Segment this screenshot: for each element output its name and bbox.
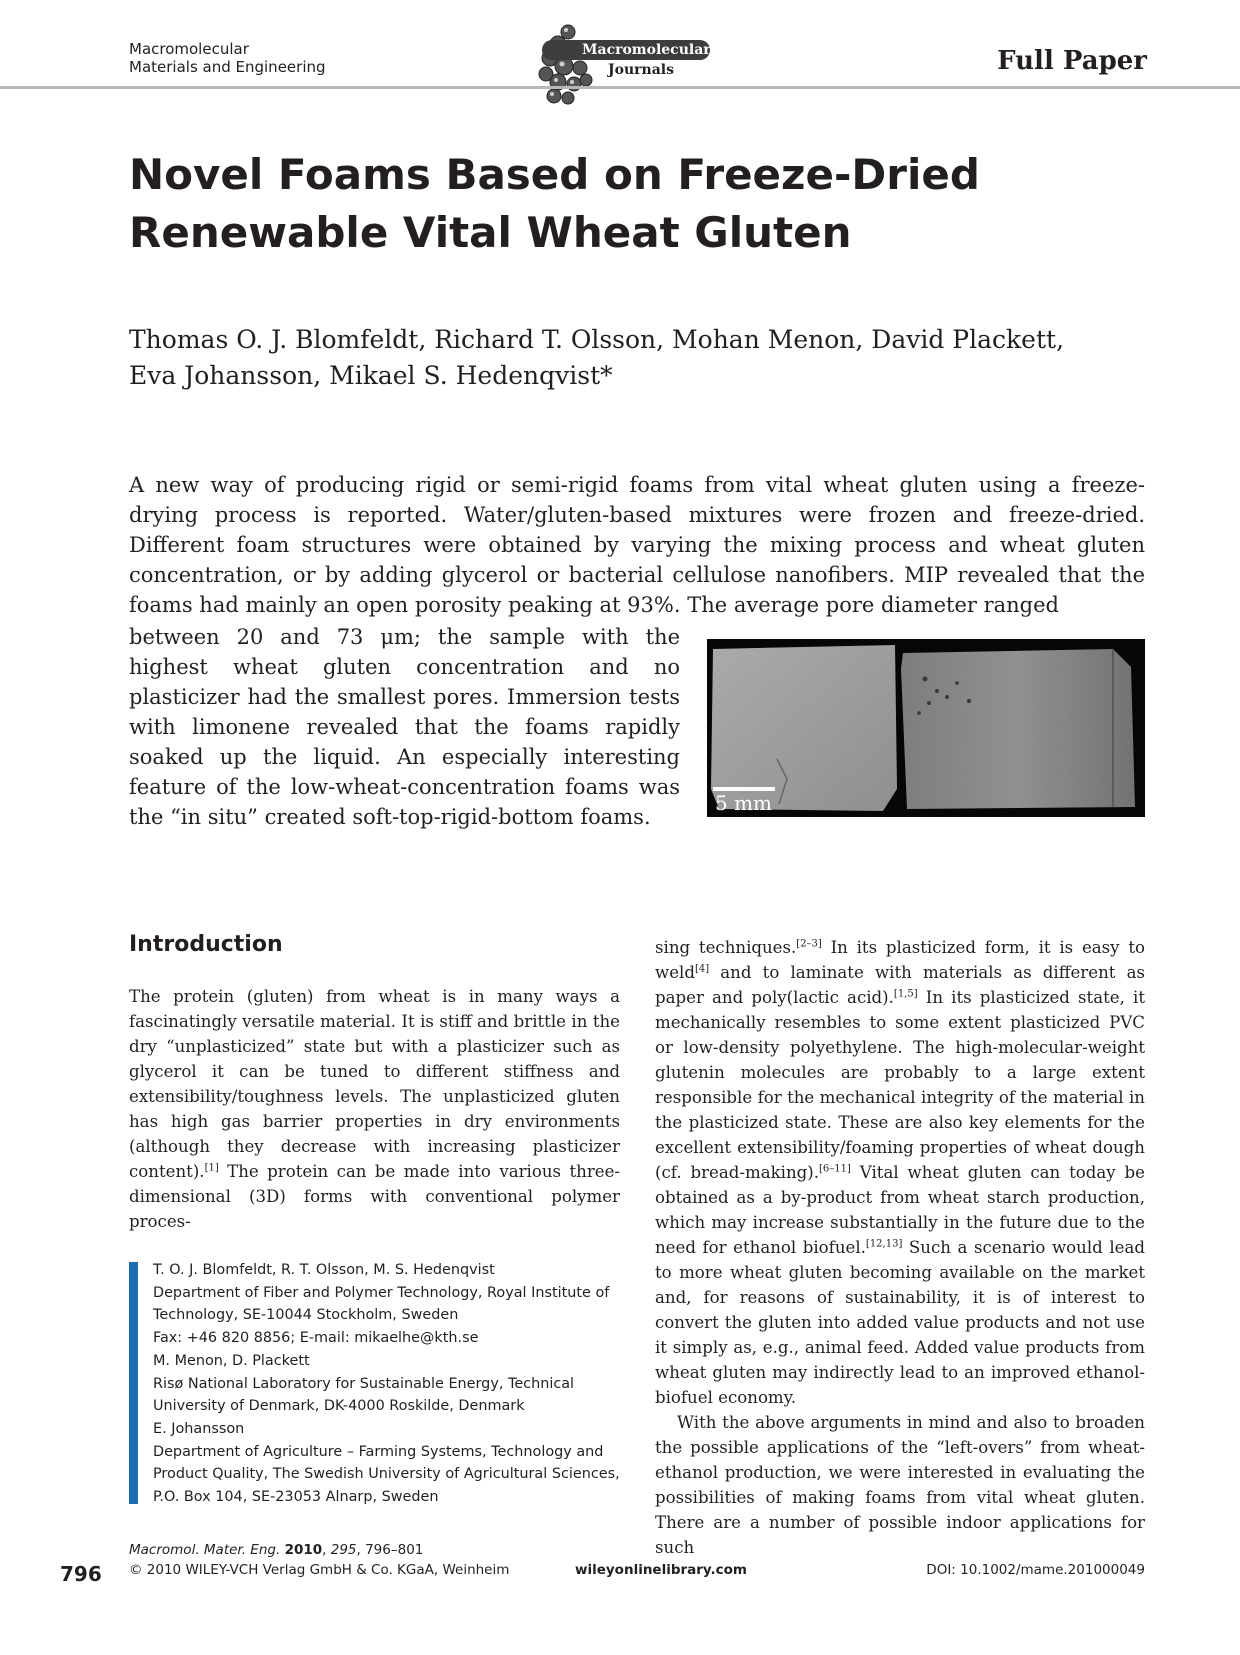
doi-link[interactable]: DOI: 10.1002/mame.201000049 xyxy=(926,1562,1145,1578)
graphical-abstract-image xyxy=(707,639,1145,817)
intro-paragraph-right-2: With the above arguments in mind and also to broaden the possible applications of the “left-overs” from wheat-ethanol production, we were interested in evaluating the possibilities of making foams from vital wheat gluten. There are a number of possible indoor applications for such xyxy=(655,1413,1145,1557)
affiliation-line: Technology, SE-10044 Stockholm, Sweden xyxy=(153,1307,459,1324)
text-run: and to laminate with materials as different as paper and poly(lactic acid). xyxy=(655,963,1145,1007)
publisher-website-link[interactable]: wileyonlinelibrary.com xyxy=(575,1562,747,1578)
author-list xyxy=(129,322,1139,394)
abstract-paragraph-wrap: between 20 and 73 μm; the sample with the highest wheat gluten concentration and no plasticizer had the smallest pores. Immersion tests with limonene revealed that the foams rapidly soaked up the liquid. An especially interesting feature of the low-wheat-concentration foams was the “in situ” created soft-top-rigid-bottom foams. xyxy=(129,625,680,829)
citation-year: 2010 xyxy=(284,1542,323,1558)
affiliation-line: University of Denmark, DK-4000 Roskilde, Denmark xyxy=(153,1398,525,1415)
intro-paragraph-right-1 xyxy=(655,935,1145,1410)
affiliation-line: Risø National Laboratory for Sustainable Energy, Technical xyxy=(153,1375,575,1392)
citation-pages: , 796–801 xyxy=(356,1542,424,1558)
citation-ref: [12,13] xyxy=(865,1238,903,1250)
section-heading-introduction: Introduction xyxy=(129,932,283,957)
page-number: 796 xyxy=(60,1562,102,1586)
citation-ref: [4] xyxy=(694,963,710,975)
intro-text-part1: The protein (gluten) from wheat is in many ways a fascinatingly versatile material. It is stiff and brittle in the dry “unplasticized” state but with a plasticizer such as glycerol it can be tuned to different stiffness and extensibility/toughness levels. The unplasticized gluten has high gas barrier properties in dry environments (although they decrease with increasing plasticizer content). xyxy=(129,987,620,1181)
citation-ref: [1,5] xyxy=(893,988,918,1000)
logo-text-line1: Macromolecular xyxy=(582,42,711,58)
journal-name-line2: Materials and Engineering xyxy=(129,58,326,76)
abstract-paragraph-top: A new way of producing rigid or semi-rigid foams from vital wheat gluten using a freeze-drying process is reported. Water/gluten-based mixtures were frozen and freeze-dried. Different foam structures were obtained by varying the mixing process and wheat gluten concentration, or by adding glycerol or bacterial cellulose nanofibers. MIP revealed that the foams had mainly an open porosity peaking at 93%. The average pore diameter ranged xyxy=(129,473,1145,617)
citation-ref: [1] xyxy=(204,1162,219,1174)
scale-bar-label: 5 mm xyxy=(715,791,773,815)
affiliation-line: P.O. Box 104, SE-23053 Alnarp, Sweden xyxy=(153,1489,439,1506)
affiliations-box xyxy=(153,1259,633,1509)
affiliation-accent-bar xyxy=(129,1262,138,1504)
intro-paragraph-left xyxy=(129,984,620,1234)
journal-citation: Macromol. Mater. Eng. 2010, 295, 796–801 xyxy=(129,1542,424,1558)
intro-column-right xyxy=(655,935,1145,1560)
affiliation-line: T. O. J. Blomfeldt, R. T. Olsson, M. S. Hedenqvist xyxy=(153,1262,495,1278)
logo-text-line2: Journals xyxy=(608,62,674,78)
text-run: Such a scenario would lead to more wheat gluten becoming available on the market and, for reasons of sustainability, it is of interest to convert the gluten into added value products and not use it simply as, e.g., animal feed. Added value products from wheat gluten may indirectly lead to an improved ethanol-biofuel economy. xyxy=(655,1238,1145,1407)
intro-text-part2: The protein can be made into various three-dimensional (3D) forms with conventional polymer proces- xyxy=(129,1162,620,1231)
article-title: Novel Foams Based on Freeze-Dried Renewable Vital Wheat Gluten xyxy=(129,150,980,257)
journal-name-line1: Macromolecular xyxy=(129,40,249,58)
journal-abbrev: Macromol. Mater. Eng. xyxy=(129,1542,281,1558)
affiliation-line: Department of Fiber and Polymer Technology, Royal Institute of xyxy=(153,1284,610,1301)
affiliation-line: Fax: +46 820 8856; E-mail: mikaelhe@kth.se xyxy=(153,1330,479,1347)
citation-ref: [6–11] xyxy=(819,1163,851,1175)
affiliation-line: Department of Agriculture – Farming Systems, Technology and xyxy=(153,1443,604,1460)
affiliation-line: Product Quality, The Swedish University of Agricultural Sciences, xyxy=(153,1466,620,1483)
molecule-logo-icon xyxy=(528,22,618,108)
text-run: sing techniques. xyxy=(655,938,797,957)
header-divider xyxy=(0,86,1240,89)
text-run: Vital wheat gluten can today be obtained as a by-product from wheat starch production, which may increase substantially in the future due to the need for ethanol biofuel. xyxy=(655,1163,1145,1257)
citation-ref: [2–3] xyxy=(796,938,822,950)
journal-name xyxy=(129,40,326,76)
affiliation-line: E. Johansson xyxy=(153,1420,245,1437)
author-line-2: Eva Johansson, Mikael S. Hedenqvist* xyxy=(129,361,613,390)
text-run: In its plasticized state, it mechanically resembles to some extent plasticized PVC or low-density polyethylene. The high-molecular-weight glutenin molecules are probably to a large extent responsible for the mechanical integrity of the material in the plasticized state. These are also key elements for the excellent extensibility/foaming properties of wheat dough (cf. bread-making). xyxy=(655,988,1145,1182)
author-line-1: Thomas O. J. Blomfeldt, Richard T. Olsson, Mohan Menon, David Plackett, xyxy=(129,325,1065,354)
affiliation-line: M. Menon, D. Plackett xyxy=(153,1352,310,1369)
text-run: In its plasticized form, it is easy to weld xyxy=(655,938,1145,982)
journal-logo xyxy=(528,22,714,108)
copyright-notice: © 2010 WILEY-VCH Verlag GmbH & Co. KGaA, Weinheim xyxy=(129,1562,510,1578)
article-type-label: Full Paper xyxy=(997,46,1147,76)
citation-volume: 295 xyxy=(330,1542,357,1558)
